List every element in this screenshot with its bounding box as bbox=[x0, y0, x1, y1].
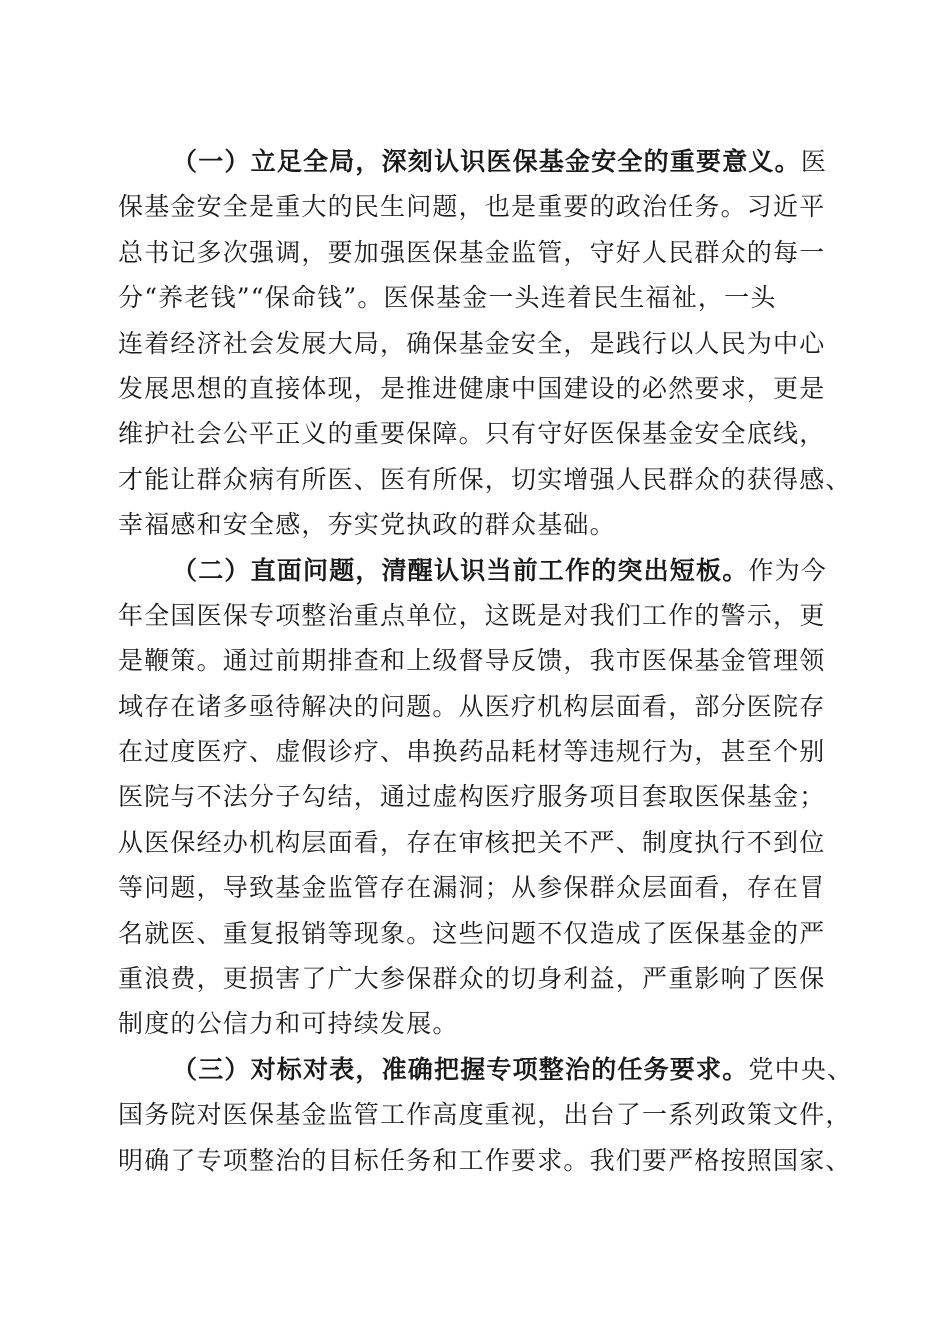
paragraph-section-3 bbox=[118, 1047, 858, 1183]
document-body bbox=[118, 139, 858, 1183]
paragraph-line: 域存在诸多亟待解决的问题。从医疗机构层面看，部分医院存 bbox=[118, 691, 826, 721]
paragraph-line: 医院与不法分子勾结，通过虚构医疗服务项目套取医保基金； bbox=[118, 782, 826, 812]
paragraph-line: 保基金安全是重大的民生问题，也是重要的政治任务。习近平 bbox=[118, 192, 826, 222]
paragraph-line: 维护社会公平正义的重要保障。只有守好医保基金安全底线， bbox=[118, 419, 826, 449]
paragraph-line: 发展思想的直接体现，是推进健康中国建设的必然要求，更是 bbox=[118, 373, 826, 403]
section-heading: （三）对标对表，准确把握专项整治的任务要求。 bbox=[172, 1054, 749, 1084]
paragraph-line: 连着经济社会发展大局，确保基金安全，是践行以人民为中心 bbox=[118, 328, 826, 358]
heading-continuation: 党中央、 bbox=[748, 1054, 854, 1084]
section-heading: （二）直面问题，清醒认识当前工作的突出短板。 bbox=[172, 555, 749, 585]
heading-continuation: 医 bbox=[800, 147, 828, 176]
paragraph-first-line bbox=[118, 1047, 858, 1092]
paragraph-line: 等问题，导致基金监管存在漏洞；从参保群众层面看，存在冒 bbox=[118, 873, 826, 903]
paragraph-line: 幸福感和安全感，夯实党执政的群众基础。 bbox=[118, 510, 616, 540]
paragraph-line: 国务院对医保基金监管工作高度重视，出台了一系列政策文件， bbox=[118, 1100, 852, 1130]
paragraph-line: 在过度医疗、虚假诊疗、串换药品耗材等违规行为，甚至个别 bbox=[118, 737, 826, 767]
paragraph-section-2 bbox=[118, 548, 858, 1047]
paragraph-line: 是鞭策。通过前期排查和上级督导反馈，我市医保基金管理领 bbox=[118, 646, 826, 676]
paragraph-first-line bbox=[118, 548, 858, 593]
section-heading: （一）立足全局，深刻认识医保基金安全的重要意义。 bbox=[172, 147, 801, 176]
heading-continuation: 作为今 bbox=[748, 555, 828, 585]
paragraph-line: 从医保经办机构层面看，存在审核把关不严、制度执行不到位 bbox=[118, 827, 826, 857]
paragraph-first-line bbox=[118, 139, 858, 184]
paragraph-line: 总书记多次强调，要加强医保基金监管，守好人民群众的每一 bbox=[118, 237, 826, 267]
paragraph-line: 年全国医保专项整治重点单位，这既是对我们工作的警示，更 bbox=[118, 600, 826, 630]
paragraph-line: 分“养老钱”“保命钱”。医保基金一头连着民生福祉，一头 bbox=[118, 283, 777, 313]
paragraph-line: 重浪费，更损害了广大参保群众的切身利益，严重影响了医保 bbox=[118, 964, 826, 994]
paragraph-line: 才能让群众病有所医、医有所保，切实增强人民群众的获得感、 bbox=[118, 464, 852, 494]
paragraph-line: 名就医、重复报销等现象。这些问题不仅造成了医保基金的严 bbox=[118, 918, 826, 948]
paragraph-line: 明确了专项整治的目标任务和工作要求。我们要严格按照国家、 bbox=[118, 1145, 852, 1175]
paragraph-section-1 bbox=[118, 139, 858, 548]
paragraph-line: 制度的公信力和可持续发展。 bbox=[118, 1009, 459, 1039]
